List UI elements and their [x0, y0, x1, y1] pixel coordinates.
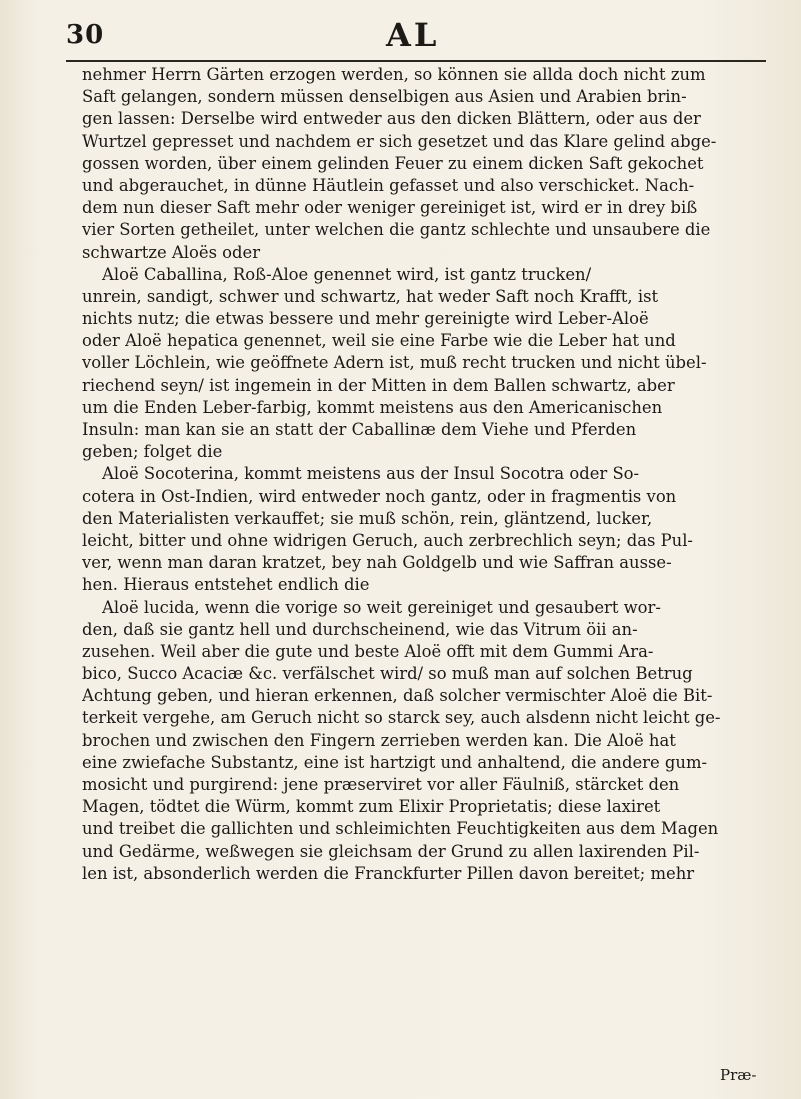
text-line: voller Löchlein, wie geöffnete Adern ist, muß recht trucken und nicht übel- — [82, 353, 707, 373]
text-line: hen. Hieraus entstehet endlich die — [82, 575, 370, 595]
text-line: um die Enden Leber-farbig, kommt meistens aus den Americanischen — [82, 397, 663, 417]
page-number: 30 — [66, 20, 105, 50]
text-line: Saft gelangen, sondern müssen denselbigen aus Asien und Arabien brin- — [82, 87, 687, 107]
text-line: schwartze Aloës oder — [82, 242, 261, 262]
text-line: den, daß sie gantz hell und durchscheinend, wie das Vitrum öii an- — [82, 619, 638, 639]
text-line: eine zwiefache Substantz, eine ist hartzigt und anhaltend, die andere gum- — [82, 752, 708, 772]
text-line: leicht, bitter und ohne widrigen Geruch, auch zerbrechlich seyn; das Pul- — [82, 530, 693, 550]
text-line: und abgerauchet, in dünne Häutlein gefasset und also verschicket. Nach- — [82, 175, 695, 195]
text-line: nichts nutz; die etwas bessere und mehr gereinigte wird Leber-Aloë — [82, 309, 649, 329]
text-line: bico, Succo Acaciæ &c. verfälschet wird/ so muß man auf solchen Betrug — [82, 664, 693, 684]
section-heading-line: Aloë lucida, wenn die vorige so weit gereiniget und gesaubert wor- — [102, 597, 661, 617]
text-line: cotera in Ost-Indien, wird entweder noch gantz, oder in fragmentis von — [82, 486, 677, 506]
text-line: terkeit vergehe, am Geruch nicht so starck sey, auch alsdenn nicht leicht ge- — [82, 708, 721, 728]
text-line: gen lassen: Derselbe wird entweder aus den dicken Blättern, oder aus der — [82, 109, 701, 129]
text-line: mosicht und purgirend: jene præserviret vor aller Fäulniß, stärcket den — [82, 775, 680, 794]
text-line: den Materialisten verkauffet; sie muß schön, rein, gläntzend, lucker, — [82, 508, 653, 528]
catchword: Præ- — [720, 1066, 757, 1084]
text-line: und treibet die gallichten und schleimichten Feuchtigkeiten aus dem Magen — [82, 819, 719, 839]
body-text — [82, 64, 772, 885]
text-line: brochen und zwischen den Fingern zerrieben werden kan. Die Aloë hat — [82, 730, 676, 750]
text-line: ver, wenn man daran kratzet, bey nah Goldgelb und wie Saffran ausse- — [82, 553, 672, 573]
text-line: zusehen. Weil aber die gute und beste Aloë offt mit dem Gummi Ara- — [82, 641, 654, 661]
text-line: oder Aloë hepatica genennet, weil sie eine Farbe wie die Leber hat und — [82, 331, 676, 351]
text-line: riechend seyn/ ist ingemein in der Mitten in dem Ballen schwartz, aber — [82, 375, 675, 395]
text-line: nehmer Herrn Gärten erzogen werden, so können sie allda doch nicht zum — [82, 65, 706, 84]
text-line: Wurtzel gepresset und nachdem er sich gesetzet und das Klare gelind abge- — [82, 131, 717, 151]
text-line: unrein, sandigt, schwer und schwartz, hat weder Saft noch Krafft, ist — [82, 286, 659, 306]
text-line: geben; folget die — [82, 442, 223, 462]
text-line: Insuln: man kan sie an statt der Caballinæ dem Viehe und Pferden — [82, 420, 637, 439]
text-line: Achtung geben, und hieran erkennen, daß solcher vermischter Aloë die Bit- — [82, 686, 713, 706]
section-heading-line: Aloë Socoterina, kommt meistens aus der Insul Socotra oder So- — [102, 464, 640, 484]
text-line: vier Sorten getheilet, unter welchen die gantz schlechte und unsaubere die — [82, 220, 711, 240]
text-line: gossen worden, über einem gelinden Feuer zu einem dicken Saft gekochet — [82, 153, 704, 173]
text-line: Magen, tödtet die Würm, kommt zum Elixir Proprietatis; diese laxiret — [82, 797, 661, 817]
text-line: len ist, absonderlich werden die Franckfurter Pillen davon bereitet; mehr — [82, 863, 695, 883]
text-line: dem nun dieser Saft mehr oder weniger gereiniget ist, wird er in drey biß — [82, 198, 698, 218]
running-head: AL — [386, 16, 440, 54]
page-header — [66, 16, 766, 56]
section-heading-line: Aloë Caballina, Roß-Aloe genennet wird, ist gantz trucken/ — [102, 264, 592, 284]
header-rule — [66, 60, 766, 62]
text-line: und Gedärme, weßwegen sie gleichsam der Grund zu allen laxirenden Pil- — [82, 841, 700, 861]
